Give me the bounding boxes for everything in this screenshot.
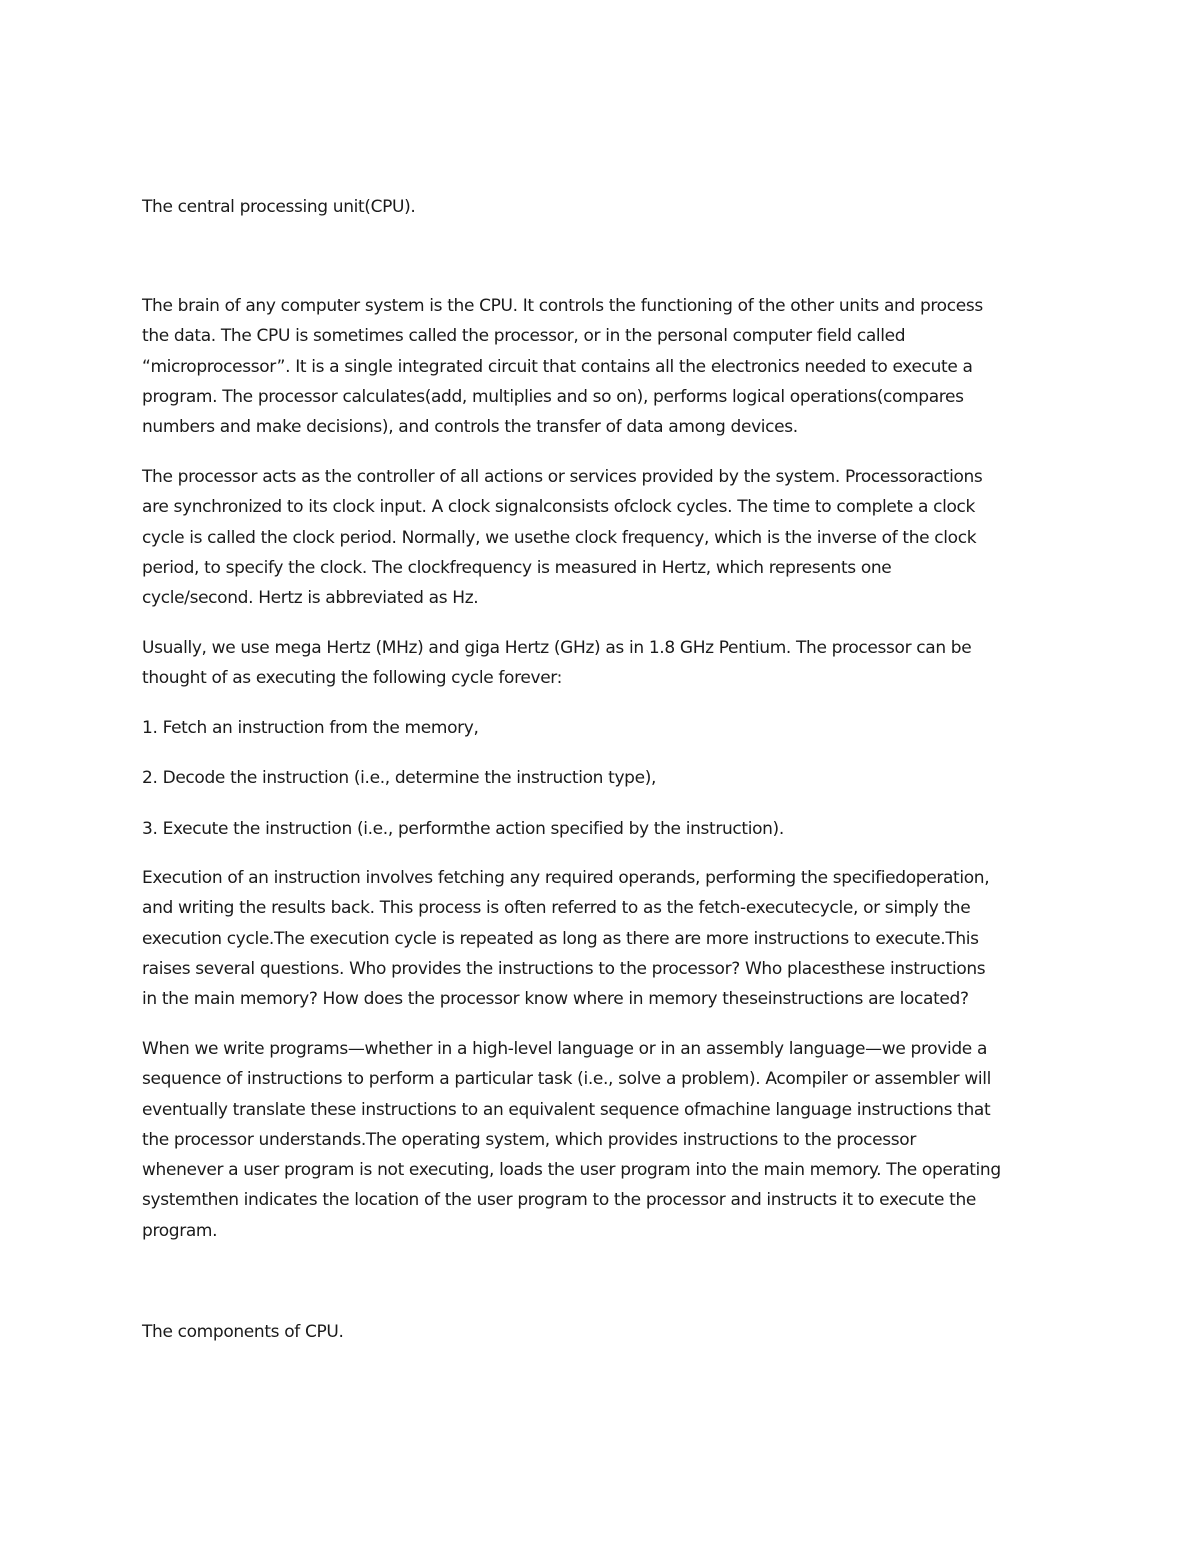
paragraph-line: are synchronized to its clock input. A clock signalconsists ofclock cycles. The time to complete a clock — [142, 497, 976, 518]
paragraph-cpu-intro — [142, 291, 1067, 442]
title-line: The central processing unit(CPU). — [142, 197, 416, 217]
paragraph-line: Execution of an instruction involves fetching any required operands, performing the specifiedoperation, — [142, 868, 990, 888]
step-line: 3. Execute the instruction (i.e., performthe action specified by the instruction). — [142, 819, 784, 839]
paragraph-line: raises several questions. Who provides the instructions to the processor? Who placesthese instructions — [142, 958, 986, 979]
paragraph-line: The processor acts as the controller of all actions or services provided by the system. Processoractions — [142, 467, 983, 487]
paragraph-line: the processor understands.The operating system, which provides instructions to the processor — [142, 1129, 916, 1150]
paragraph-line: execution cycle.The execution cycle is repeated as long as there are more instructions to execute.This — [142, 928, 979, 949]
paragraph-line: systemthen indicates the location of the user program to the processor and instructs it to execute the — [142, 1190, 977, 1211]
paragraph-line: eventually translate these instructions to an equivalent sequence ofmachine language instructions that — [142, 1099, 991, 1120]
step-line: 1. Fetch an instruction from the memory, — [142, 718, 479, 738]
paragraph-line: sequence of instructions to perform a particular task (i.e., solve a problem). Acompiler or assembler will — [142, 1069, 992, 1090]
paragraph-line: numbers and make decisions), and controls the transfer of data among devices. — [142, 417, 798, 438]
paragraph-line: When we write programs—whether in a high-level language or in an assembly language—we provide a — [142, 1039, 988, 1059]
heading-line: The components of CPU. — [142, 1322, 344, 1342]
paragraph-line: Usually, we use mega Hertz (MHz) and giga Hertz (GHz) as in 1.8 GHz Pentium. The processor can be — [142, 638, 972, 658]
cycle-step-execute — [142, 814, 1067, 844]
paragraph-frequency — [142, 633, 1067, 694]
document-title — [142, 192, 1067, 222]
paragraph-execution — [142, 863, 1067, 1014]
paragraph-line: in the main memory? How does the processor know where in memory theseinstructions are located? — [142, 989, 969, 1010]
step-line: 2. Decode the instruction (i.e., determine the instruction type), — [142, 768, 657, 788]
cycle-step-decode — [142, 763, 1067, 793]
paragraph-line: program. The processor calculates(add, multiplies and so on), performs logical operations(compares — [142, 386, 964, 407]
paragraph-clock — [142, 462, 1067, 613]
paragraph-line: “microprocessor”. It is a single integrated circuit that contains all the electronics needed to execute a — [142, 356, 973, 377]
paragraph-line: cycle is called the clock period. Normally, we usethe clock frequency, which is the inverse of the clock — [142, 527, 977, 548]
paragraph-line: the data. The CPU is sometimes called the processor, or in the personal computer field called — [142, 326, 906, 347]
paragraph-line: thought of as executing the following cycle forever: — [142, 668, 563, 689]
paragraph-line: program. — [142, 1220, 218, 1241]
paragraph-line: cycle/second. Hertz is abbreviated as Hz. — [142, 588, 479, 609]
section-heading — [142, 1317, 1067, 1347]
paragraph-line: period, to specify the clock. The clockfrequency is measured in Hertz, which represents one — [142, 557, 892, 578]
paragraph-line: whenever a user program is not executing, loads the user program into the main memory. The operating — [142, 1160, 1001, 1181]
paragraph-line: The brain of any computer system is the CPU. It controls the functioning of the other units and process — [142, 296, 983, 316]
paragraph-programs — [142, 1034, 1067, 1246]
paragraph-line: and writing the results back. This process is often referred to as the fetch-executecycle, or simply the — [142, 898, 971, 919]
cycle-step-fetch — [142, 713, 1067, 743]
